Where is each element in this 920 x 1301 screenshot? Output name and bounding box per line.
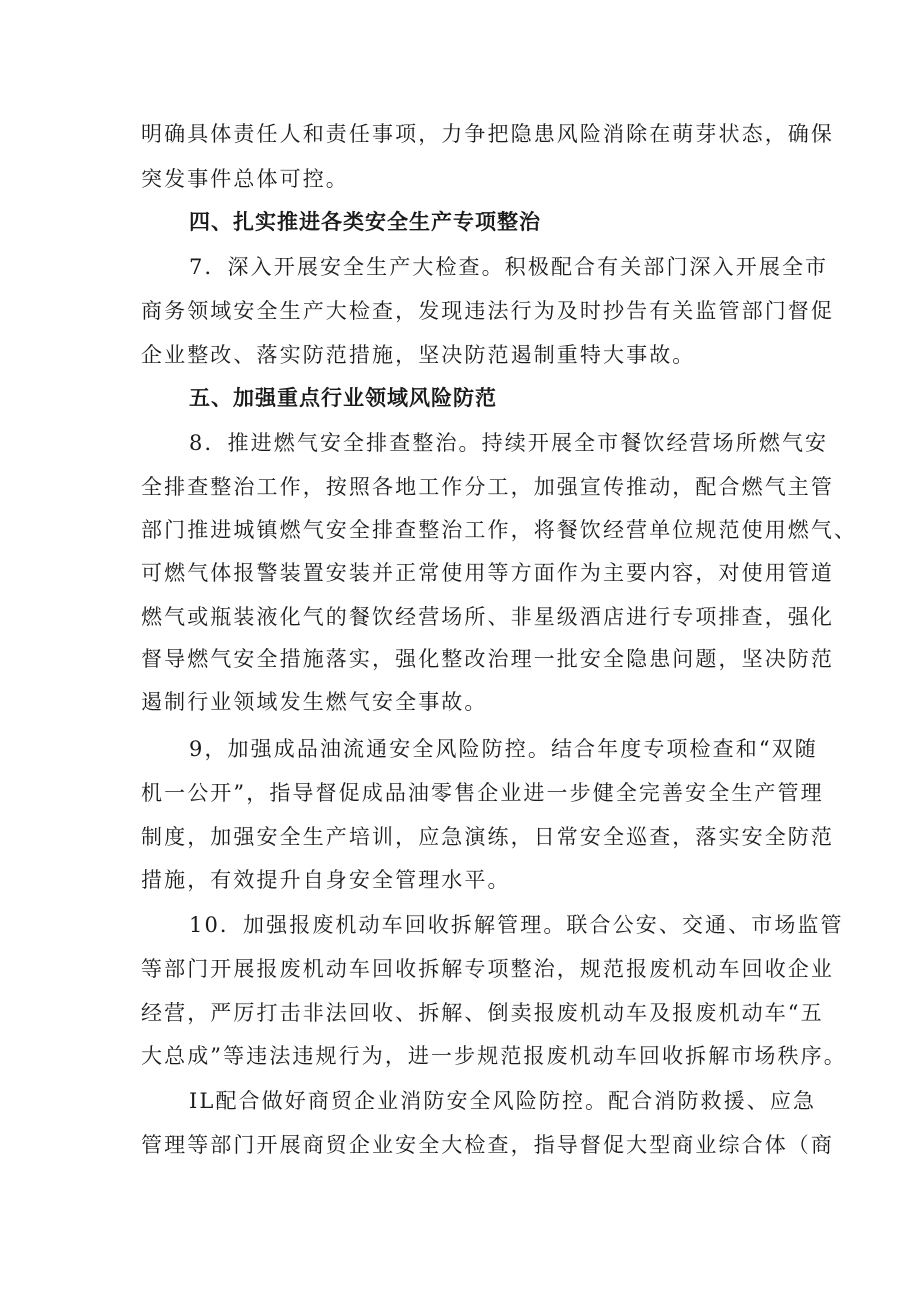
paragraph-11-line: IL配合做好商贸企业消防安全风险防控。配合消防救援、应急	[189, 1089, 817, 1113]
paragraph-9-line: 措施，有效提升自身安全管理水平。	[141, 868, 511, 892]
paragraph-8-line: 8．推进燃气安全排查整治。持续开展全市餐饮经营场所燃气安	[189, 431, 829, 455]
paragraph-10-line: 等部门开展报废机动车回收拆解专项整治，规范报废机动车回收企业	[141, 957, 834, 981]
paragraph-10-line: 10．加强报废机动车回收拆解管理。联合公安、交通、市场监管	[189, 913, 844, 937]
paragraph-9-line: 机一公开”，指导督促成品油零售企业进一步健全完善安全生产管理	[141, 781, 824, 805]
paragraph-7-line: 商务领域安全生产大检查，发现违法行为及时抄告有关监管部门督促	[141, 299, 834, 323]
section-heading-5: 五、加强重点行业领域风险防范	[189, 386, 497, 410]
paragraph-8-line: 督导燃气安全措施落实，强化整改治理一批安全隐患问题，坚决防范	[141, 647, 834, 671]
paragraph-line: 明确具体责任人和责任事项，力争把隐患风险消除在萌芽状态，确保	[141, 122, 834, 146]
section-heading-4: 四、扎实推进各类安全生产专项整治	[189, 210, 541, 234]
paragraph-line: 突发事件总体可控。	[141, 167, 349, 191]
paragraph-9-line: 9，加强成品油流通安全风险防控。结合年度专项检查和“双随	[189, 737, 818, 761]
paragraph-8-line: 遏制行业领域发生燃气安全事故。	[141, 690, 488, 714]
paragraph-8-line: 全排查整治工作，按照各地工作分工，加强宣传推动，配合燃气主管	[141, 475, 834, 499]
paragraph-7-line: 企业整改、落实防范措施，坚决防范遏制重特大事故。	[141, 343, 696, 367]
paragraph-9-line: 制度，加强安全生产培训，应急演练，日常安全巡查，落实安全防范	[141, 825, 834, 849]
paragraph-11-line: 管理等部门开展商贸企业安全大检查，指导督促大型商业综合体（商	[141, 1133, 834, 1157]
paragraph-8-line: 燃气或瓶装液化气的餐饮经营场所、非星级酒店进行专项排查，强化	[141, 605, 834, 629]
paragraph-10-line: 大总成”等违法违规行为，进一步规范报废机动车回收拆解市场秩序。	[141, 1044, 847, 1068]
paragraph-10-line: 经营，严厉打击非法回收、拆解、倒卖报废机动车及报废机动车“五	[141, 1001, 824, 1025]
paragraph-8-line: 部门推进城镇燃气安全排查整治工作，将餐饮经营单位规范使用燃气、	[141, 518, 858, 542]
paragraph-8-line: 可燃气体报警装置安装并正常使用等方面作为主要内容，对使用管道	[141, 561, 834, 585]
paragraph-7-line: 7．深入开展安全生产大检查。积极配合有关部门深入开展全市	[189, 255, 829, 279]
